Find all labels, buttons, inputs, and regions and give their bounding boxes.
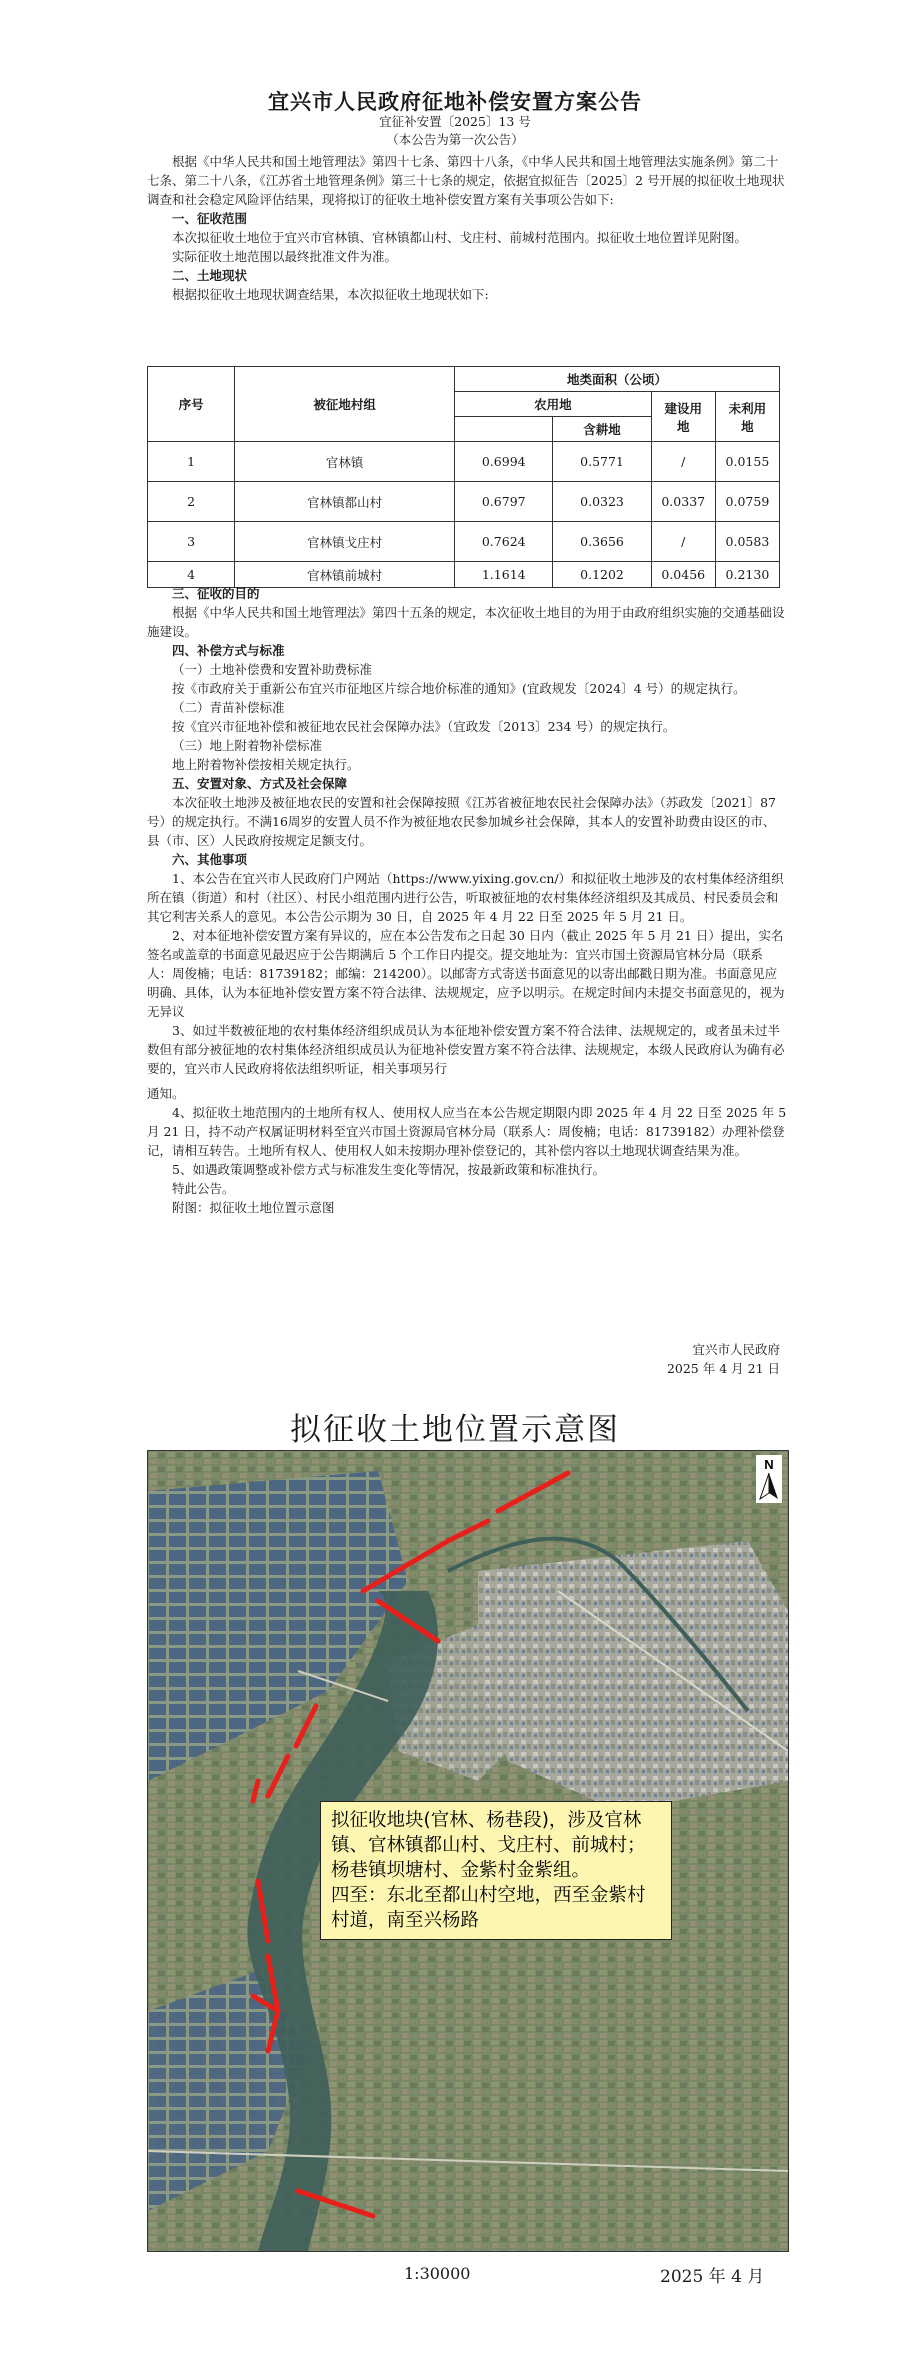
intro-paragraph: 根据《中华人民共和国土地管理法》第四十七条、第四十八条，《中华人民共和国土地管理法实施条例》第二十七条、第二十八条，《江苏省土地管理条例》第三十七条的规定，依据宜拟征告〔2025〕2 号开展的拟征收土地现状调查和社会稳定风险评估结果，现将拟订的征收土地补偿安置方案有关事项公告如下:	[147, 154, 785, 207]
cell-build: /	[651, 442, 715, 482]
other-item-2: 2、对本征地补偿安置方案有异议的，应在本公告发布之日起 30 日内（截止 2025 年 5 月 21 日）提出，实名签名或盖章的书面意见最迟应于公告期满后 5 个工作日内提交。提交地址为：宜兴市国土资源局官林分局（联系人：周俊楠；电话：81739182；邮编：214200）。以邮寄方式寄送书面意见的以寄出邮戳日期为准。书面意见应明确、具体，认为本征地补偿安置方案不符合法律、法规规定，应予以明示。在规定时间内未提交书面意见的，视为无异议	[147, 928, 785, 1019]
map-title: 拟征收土地位置示意图	[290, 1412, 620, 1448]
section-heading-compensation: 四、补偿方式与标准	[172, 643, 285, 658]
attachment-note: 附图：拟征收土地位置示意图	[172, 1200, 335, 1215]
north-label: N	[764, 1457, 774, 1472]
resettlement-paragraph: 本次征收土地涉及被征地农民的安置和社会保障按照《江苏省被征地农民社会保障办法》（苏政发〔2021〕87号）的规定执行。不满16周岁的安置人员不作为被征地农民参加城乡社会保障，其本人的安置补助费由设区的市、县（市、区）人民政府按规定足额支付。	[147, 795, 776, 848]
announcement-subtitle: （本公告为第一次公告）	[386, 132, 524, 147]
table-row	[148, 442, 780, 482]
table-header-area: 地类面积（公顷）	[455, 367, 780, 392]
cell-village: 官林镇前城村	[235, 562, 455, 588]
table-row	[148, 522, 780, 562]
cell-arable: 0.3656	[553, 522, 651, 562]
cell-no: 2	[148, 482, 235, 522]
cell-build: 0.0337	[651, 482, 715, 522]
table-header-build: 建设用 地	[651, 392, 715, 442]
compensation-sub-1: （一）土地补偿费和安置补助费标准	[172, 662, 373, 677]
north-arrow-icon	[756, 1455, 782, 1503]
page-title: 宜兴市人民政府征地补偿安置方案公告	[268, 89, 642, 114]
cell-village: 官林镇	[235, 442, 455, 482]
table-header-arable: 含耕地	[553, 417, 651, 442]
other-item-3: 3、如过半数被征地的农村集体经济组织成员认为本征地补偿安置方案不符合法律、法规规定的，或者虽未过半数但有部分被征地的农村集体经济组织成员认为征地补偿安置方案不符合法律、法规规定，本级人民政府认为确有必要的，宜兴市人民政府将依法组织听证，相关事项另行	[147, 1023, 785, 1076]
table-header-village: 被征地村组	[235, 367, 455, 442]
table-row	[148, 482, 780, 522]
section-heading-status: 二、土地现状	[172, 268, 248, 283]
table-header-unused: 未利用 地	[715, 392, 779, 442]
cell-agri: 0.6797	[455, 482, 553, 522]
section-heading-scope: 一、征收范围	[172, 211, 248, 226]
cell-unused: 0.0583	[715, 522, 779, 562]
cell-no: 1	[148, 442, 235, 482]
signature-org: 宜兴市人民政府	[692, 1342, 780, 1357]
cell-agri: 0.6994	[455, 442, 553, 482]
cell-arable: 0.1202	[553, 562, 651, 588]
compensation-sub-3: （三）地上附着物补偿标准	[172, 738, 323, 753]
callout-boundaries: 四至：东北至都山村空地，西至金紫村村道，南至兴杨路	[331, 1885, 646, 1931]
purpose-paragraph: 根据《中华人民共和国土地管理法》第四十五条的规定，本次征收土地目的为用于由政府组织实施的交通基础设施建设。	[147, 605, 785, 639]
compensation-sub-1-text: 按《市政府关于重新公布宜兴市征地区片综合地价标准的通知》(宜政规发〔2024〕4 号）的规定执行。	[172, 681, 746, 696]
table-header-no: 序号	[148, 367, 235, 442]
other-item-4: 4、拟征收土地范围内的土地所有权人、使用权人应当在本公告规定期限内即 2025 年 4 月 22 日至 2025 年 5 月 21 日，持不动产权属证明材料至宜兴市国土资源局官林分局（联系人：周俊楠；电话：81739182）办理补偿登记，请相互转告。土地所有权人、使用权人如未按期办理补偿登记的，其补偿内容以土地现状调查结果为准。	[147, 1105, 787, 1158]
map-date: 2025 年 4 月	[660, 2267, 765, 2287]
map-callout	[320, 1801, 672, 1940]
cell-arable: 0.0323	[553, 482, 651, 522]
cell-agri: 0.7624	[455, 522, 553, 562]
compensation-sub-2: （二）青苗补偿标准	[172, 700, 285, 715]
cell-agri: 1.1614	[455, 562, 553, 588]
location-map	[147, 1450, 789, 2252]
scope-note: 实际征收土地范围以最终批准文件为准。	[172, 249, 398, 264]
body-text-bottom	[147, 584, 787, 1217]
cell-no: 3	[148, 522, 235, 562]
document-number: 宜征补安置〔2025〕13 号	[379, 114, 531, 129]
cell-build: /	[651, 522, 715, 562]
other-item-5: 5、如遇政策调整或补偿方式与标准发生变化等情况，按最新政策和标准执行。	[172, 1162, 605, 1177]
table-header-agri-total	[455, 417, 553, 442]
compensation-sub-3-text: 地上附着物补偿按相关规定执行。	[172, 757, 360, 772]
section-heading-other: 六、其他事项	[172, 852, 248, 867]
other-item-3-end: 通知。	[147, 1086, 185, 1101]
cell-unused: 0.0155	[715, 442, 779, 482]
section-heading-resettlement: 五、安置对象、方式及社会保障	[172, 776, 348, 791]
land-status-table	[147, 366, 780, 588]
body-text-top	[147, 152, 787, 304]
cell-unused: 0.0759	[715, 482, 779, 522]
cell-village: 官林镇都山村	[235, 482, 455, 522]
cell-build: 0.0456	[651, 562, 715, 588]
cell-arable: 0.5771	[553, 442, 651, 482]
map-scale: 1:30000	[404, 2264, 471, 2283]
cell-unused: 0.2130	[715, 562, 779, 588]
section-heading-purpose: 三、征收的目的	[172, 586, 260, 601]
closing-text: 特此公告。	[172, 1181, 235, 1196]
compensation-sub-2-text: 按《宜兴市征地补偿和被征地农民社会保障办法》（宜政发〔2013〕234 号）的规定执行。	[172, 719, 676, 734]
signature-block	[560, 1340, 780, 1378]
signature-date: 2025 年 4 月 21 日	[666, 1361, 780, 1376]
callout-parcel: 拟征收地块(官林、杨巷段)，涉及官林镇、官林镇都山村、戈庄村、前城村；杨巷镇坝塘村、金紫村金紫组。	[331, 1810, 646, 1881]
table-header-agri: 农用地	[455, 392, 652, 417]
other-item-1: 1、本公告在宜兴市人民政府门户网站（https://www.yixing.gov.cn/）和拟征收土地涉及的农村集体经济组织所在镇（街道）和村（社区）、村民小组范围内进行公告，听取被征地的农村集体经济组织及其成员、村民委员会和其它利害关系人的意见。本公告公示期为 30 日，自 2025 年 4 月 22 日至 2025 年 5 月 21 日。	[147, 871, 784, 924]
scope-paragraph: 本次拟征收土地位于宜兴市官林镇、官林镇都山村、戈庄村、前城村范围内。拟征收土地位置详见附图。	[172, 230, 748, 245]
cell-village: 官林镇戈庄村	[235, 522, 455, 562]
status-paragraph: 根据拟征收土地现状调查结果，本次拟征收土地现状如下:	[172, 287, 489, 302]
cell-no: 4	[148, 562, 235, 588]
